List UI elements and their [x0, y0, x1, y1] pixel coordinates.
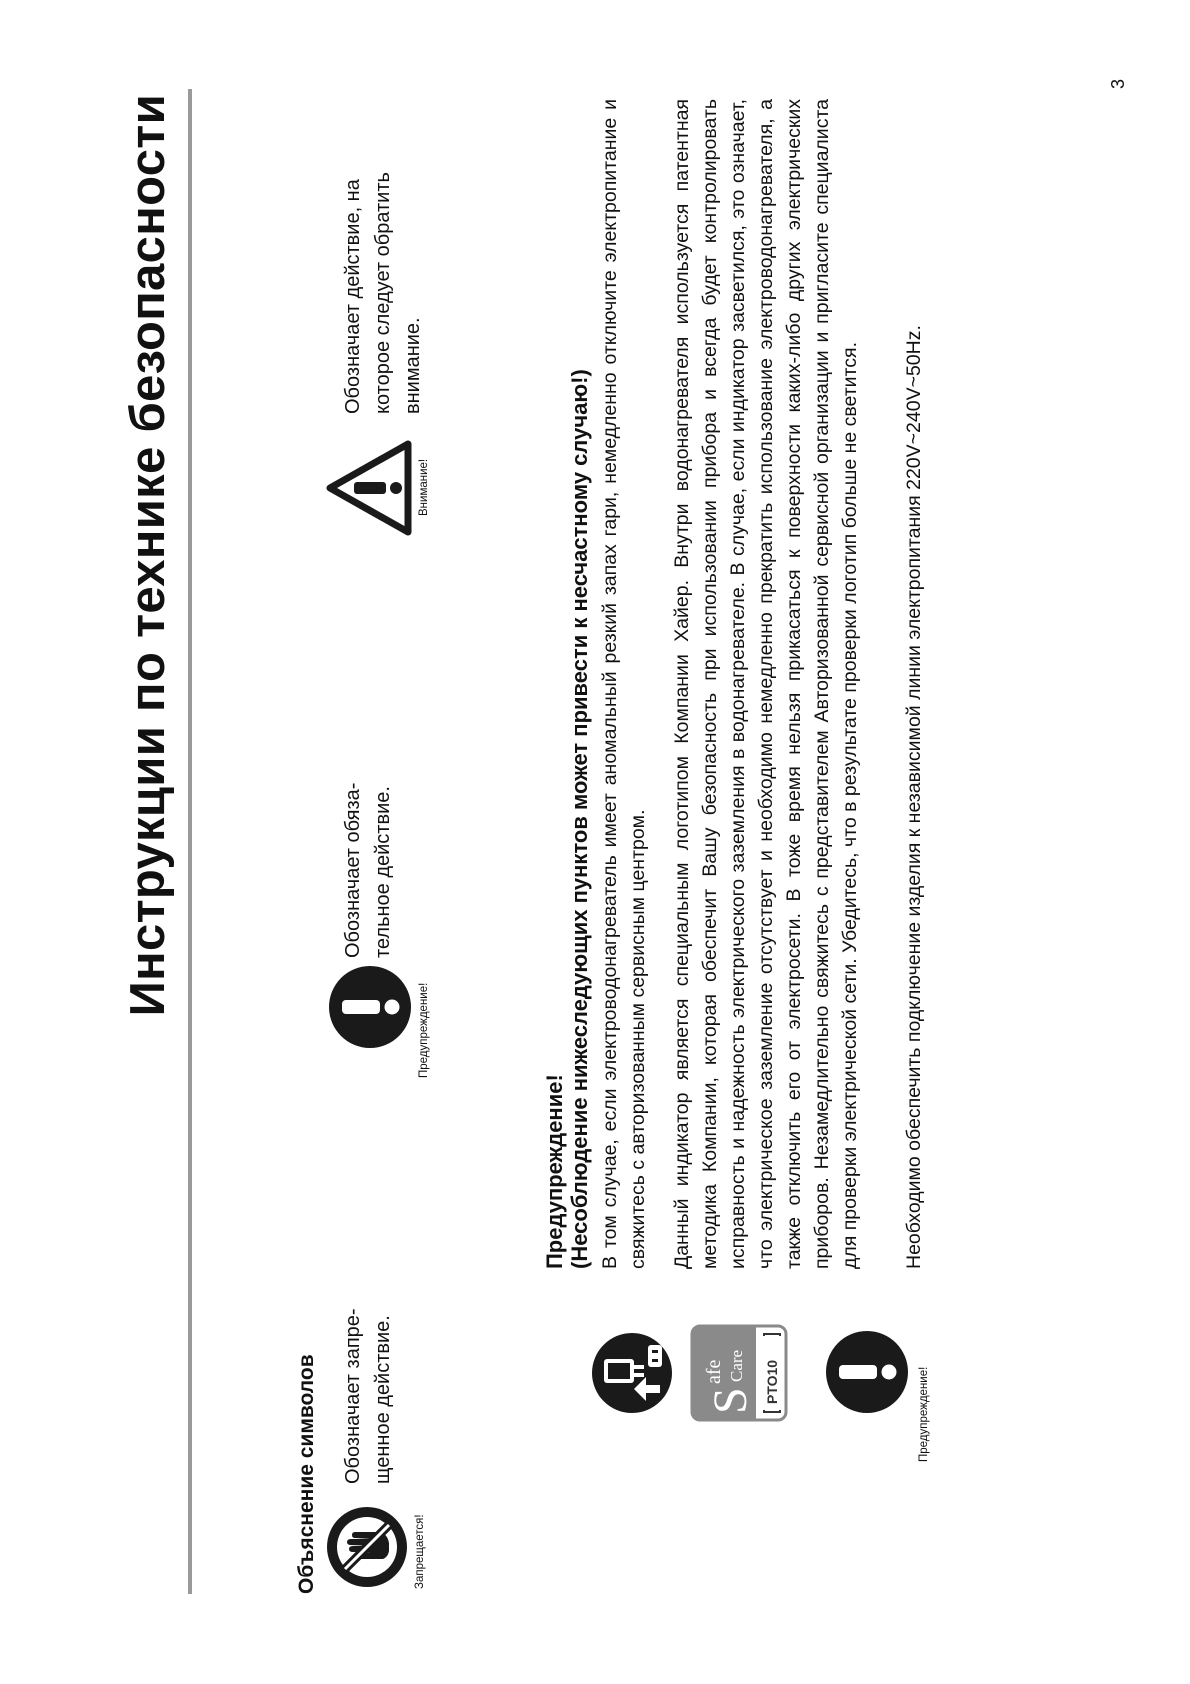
p3-warning-label: Предупреждение!	[918, 1366, 930, 1462]
safe-care-logo	[690, 1324, 793, 1422]
logo-s: S	[704, 1387, 757, 1414]
logo-badge: PTO10	[764, 1359, 780, 1404]
page-number: 3	[1108, 78, 1128, 89]
paragraph-safe-care: Данный индикатор является специальным логотипом Компании Хайер. Внутри водонагревателя используется патентная методика Компании, которая обеспечит Вашу безопасность при использовании прибора и всегда будет контролировать исправность и надежность электрического заземления в водонагревателе. В случае, если индикатор засветился, это означает, что электрическое заземление отсутствует и необходимо немедленно прекратить использование электроводонагревателя, а также отключить его от электросети. В тоже время нельзя прикасаться к поверхности каких-либо других электрических приборов. Незамедлительно свяжитесь с представителем Авторизованной сервисной организации и пригласите специалиста для проверки электрической сети. Убедитесь, что в результате проверки логотип больше не светится.	[671, 99, 861, 1269]
prohibited-hand-icon	[325, 1505, 409, 1589]
exclamation-circle-icon	[328, 965, 412, 1049]
logo-afe: afe	[703, 1359, 725, 1384]
paragraph-power-line: Необходимо обеспечить подключение изделия к независимой линии электропитания 220V~240V~50Hz.	[903, 325, 925, 1269]
attention-label: Внимание!	[418, 458, 430, 516]
symbols-heading: Объяснение символов	[295, 1354, 318, 1594]
prohibited-description: Обозначает запре- щенное действие.	[342, 1308, 394, 1484]
title-divider	[188, 89, 192, 1594]
warning-triangle-icon	[326, 440, 412, 536]
logo-care: Care	[727, 1349, 746, 1382]
page-title: Инструкции по технике безопасности	[121, 94, 175, 1017]
exclamation-circle-icon	[825, 1330, 914, 1414]
mandatory-label: Предупреждение!	[418, 982, 430, 1078]
mandatory-description: Обозначает обяза- тельное действие.	[342, 782, 394, 958]
paragraph-smell: В том случае, если электроводонагреватель имеет аномальный резкий запах гари, немедленно отключите электропитание и свяжитесь с авторизованным сервисным центром.	[599, 99, 649, 1269]
prohibited-label: Запрещается!	[414, 1514, 426, 1589]
unplug-icon	[590, 1327, 679, 1419]
attention-description: Обозначает действие, на которое следует обратить внимание.	[342, 172, 424, 414]
warning-heading: Предупреждение! (Несоблюдение нижеследующих пунктов может привести к несчастному случаю!)	[542, 369, 592, 1269]
